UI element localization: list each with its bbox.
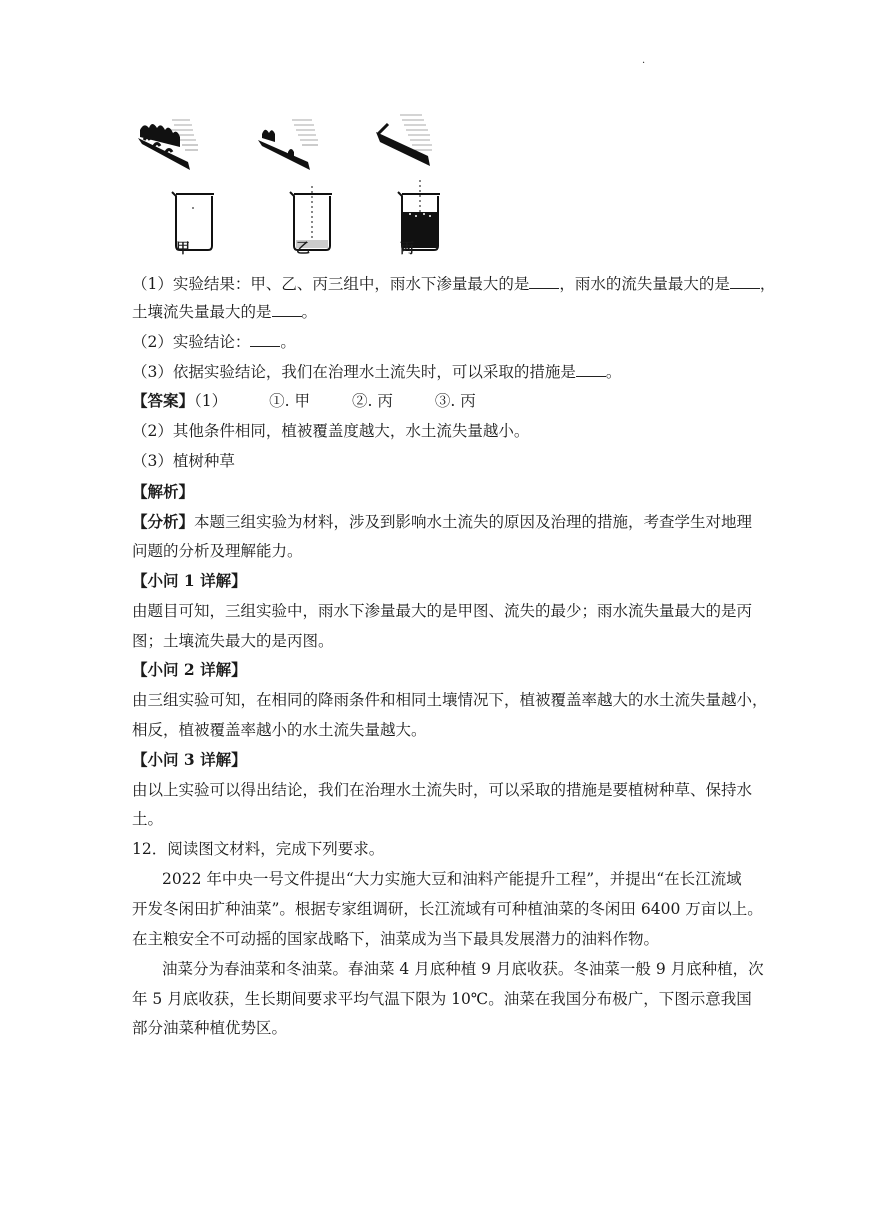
analysis-label: 【解析】 — [132, 482, 195, 501]
q1-line2: 土壤流失量最大的是 。 — [132, 303, 318, 321]
answer-blank — [529, 274, 559, 289]
analysis-fenxi-2: 问题的分析及理解能力。 — [132, 542, 303, 560]
page-marker: · — [642, 58, 646, 69]
q12-p2-line2: 年 5 月底收获，生长期间要求平均气温下限为 10℃。油菜在我国分布极广，下图示意我国 — [132, 990, 752, 1008]
sub2-line2: 相反，植被覆盖率越小的水土流失量越大。 — [132, 721, 427, 739]
slope-sparse-vegetation — [258, 120, 318, 170]
sub2-line1: 由三组实验可知，在相同的降雨条件和相同土壤情况下，植被覆盖率越大的水土流失量越小， — [132, 691, 768, 709]
experiment-figure — [130, 100, 470, 260]
answer-line2: （2）其他条件相同，植被覆盖度越大，水土流失量越小。 — [132, 422, 530, 440]
q2-line: （2）实验结论： 。 — [132, 333, 296, 351]
slope-bare — [376, 115, 432, 166]
q12-p2-line1: 油菜分为春油菜和冬油菜。春油菜 4 月底种植 9 月底收获。冬油菜一般 9 月底种植，次 — [162, 960, 764, 978]
q12-p1-line2: 开发冬闲田扩种油菜”。根据专家组调研，长江流域有可种植油菜的冬闲田 6400 万亩以上。 — [132, 900, 763, 918]
slope-dense-vegetation — [138, 120, 198, 170]
sub1-line1: 由题目可知，三组实验中，雨水下渗量最大的是甲图、流失的最少；雨水流失量最大的是丙 — [132, 602, 753, 620]
answer-line1: 【答案】（1） ①. 甲 ②. 丙 ③. 丙 — [132, 391, 476, 410]
q12-p1-line3: 在主粮安全不可动摇的国家战略下，油菜成为当下最具发展潜力的油料作物。 — [132, 930, 660, 948]
answer-line3: （3）植树种草 — [132, 452, 235, 470]
answer-blank — [272, 302, 302, 317]
figure-label-jia: 甲 — [176, 241, 190, 257]
sub2-title: 【小问 2 详解】 — [132, 660, 247, 679]
sub1-line2: 图；土壤流失最大的是丙图。 — [132, 632, 334, 650]
q12-title: 12．阅读图文材料，完成下列要求。 — [132, 840, 385, 858]
q3-line: （3）依据实验结论，我们在治理水土流失时，可以采取的措施是 。 — [132, 363, 622, 381]
q12-p1-line1: 2022 年中央一号文件提出“大力实施大豆和油料产能提升工程”，并提出“在长江流域 — [162, 870, 742, 888]
q12-p2-line3: 部分油菜种植优势区。 — [132, 1019, 288, 1037]
sub1-title: 【小问 1 详解】 — [132, 571, 247, 590]
sub3-title: 【小问 3 详解】 — [132, 750, 247, 769]
q1-line1: （1）实验结果：甲、乙、丙三组中，雨水下渗量最大的是 ，雨水的流失量最大的是 ， — [132, 275, 776, 293]
analysis-fenxi-1: 【分析】本题三组实验为材料，涉及到影响水土流失的原因及治理的措施，考查学生对地理 — [132, 512, 753, 531]
sub3-line1: 由以上实验可以得出结论，我们在治理水土流失时，可以采取的措施是要植树种草、保持水 — [132, 781, 753, 799]
answer-blank — [250, 332, 280, 347]
answer-blank — [576, 362, 606, 377]
figure-label-yi: 乙 — [296, 241, 310, 257]
sub3-line2: 土。 — [132, 810, 164, 828]
figure-label-bing: 丙 — [400, 241, 414, 257]
answer-blank — [730, 274, 760, 289]
